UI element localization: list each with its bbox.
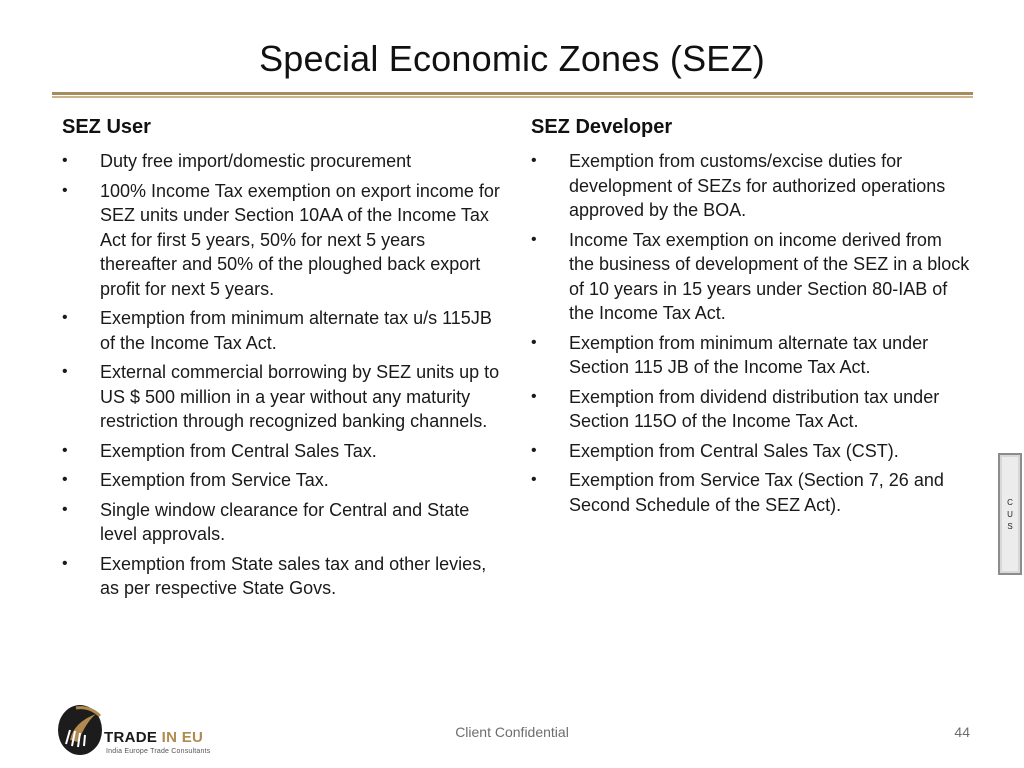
bullet-icon: • bbox=[62, 152, 68, 169]
bullet-item bbox=[62, 179, 502, 302]
sez-user-column bbox=[62, 116, 502, 606]
bullet-icon: • bbox=[531, 441, 537, 459]
bullet-text: Exemption from Service Tax (Section 7, 26 and Second Schedule of the SEZ Act). bbox=[569, 470, 944, 515]
slide-title: Special Economic Zones (SEZ) bbox=[259, 38, 765, 79]
bullet-item bbox=[62, 552, 502, 601]
bullet-icon: • bbox=[62, 181, 68, 199]
bullet-text: Exemption from dividend distribution tax under Section 115O of the Income Tax Act. bbox=[569, 386, 940, 431]
bullet-item bbox=[62, 439, 502, 464]
bullet-text: Exemption from Service Tax. bbox=[100, 470, 329, 490]
bullet-item bbox=[531, 385, 971, 434]
bullet-item bbox=[62, 468, 502, 493]
bullet-item bbox=[531, 468, 971, 517]
side-tab-letter: U bbox=[1007, 510, 1013, 519]
bullet-text: 100% Income Tax exemption on export income for SEZ units under Section 10AA of the Income Tax Act for first 5 years, 50% for next 5 years thereafter and 50% of the ploughed back export profit for next 5 years. bbox=[100, 180, 500, 299]
bullet-text: Exemption from Central Sales Tax. bbox=[100, 440, 377, 461]
bullet-item bbox=[531, 228, 971, 326]
sez-user-heading: SEZ User bbox=[62, 116, 151, 138]
bullet-text: Exemption from minimum alternate tax under Section 115 JB of the Income Tax Act. bbox=[569, 332, 929, 377]
bullet-icon: • bbox=[531, 471, 537, 488]
bullet-text: External commercial borrowing by SEZ units up to US $ 500 million in a year without any maturity restriction through recognized banking channels. bbox=[100, 362, 500, 431]
logo-name-part1: TRADE bbox=[104, 729, 162, 746]
page-number: 44 bbox=[954, 724, 970, 740]
bullet-text: Duty free import/domestic procurement bbox=[100, 151, 412, 171]
bullet-item bbox=[62, 498, 502, 547]
bullet-text: Income Tax exemption on income derived from the business of development of the SEZ in a block of 10 years in 15 years under Section 80-IAB of the Income Tax Act. bbox=[569, 229, 970, 323]
bullet-icon: • bbox=[62, 363, 68, 380]
bullet-icon: • bbox=[531, 230, 537, 248]
logo-name-part2: IN EU bbox=[161, 729, 204, 746]
bullet-item bbox=[62, 306, 502, 355]
title-divider-shadow bbox=[52, 96, 973, 98]
bullet-icon: • bbox=[62, 309, 68, 326]
bullet-item bbox=[62, 360, 502, 434]
bullet-text: Exemption from minimum alternate tax u/s 115JB of the Income Tax Act. bbox=[100, 308, 492, 353]
bullet-icon: • bbox=[62, 500, 68, 518]
side-tab[interactable] bbox=[998, 453, 1022, 575]
bullet-item bbox=[531, 439, 971, 464]
side-tab-letter: C bbox=[1007, 498, 1013, 507]
bullet-icon: • bbox=[62, 471, 68, 488]
bullet-text: Exemption from Central Sales Tax (CST). bbox=[569, 440, 899, 461]
side-tab-letter: S bbox=[1007, 522, 1013, 531]
bullet-text: Exemption from State sales tax and other levies, as per respective State Govs. bbox=[100, 553, 487, 598]
sez-developer-heading: SEZ Developer bbox=[531, 116, 673, 138]
bullet-icon: • bbox=[62, 554, 68, 572]
side-tab-text bbox=[1000, 497, 1020, 533]
sez-developer-column bbox=[531, 116, 971, 522]
bullet-text: Single window clearance for Central and State level approvals. bbox=[100, 499, 470, 544]
bullet-icon: • bbox=[62, 441, 68, 459]
bullet-text: Exemption from customs/excise duties for development of SEZs for authorized operations approved by the BOA. bbox=[569, 151, 946, 220]
bullet-item bbox=[62, 149, 502, 174]
footer-text: Client Confidential bbox=[455, 724, 569, 740]
bullet-icon: • bbox=[531, 152, 537, 169]
bullet-item bbox=[531, 149, 971, 223]
sez-developer-bullet-list bbox=[531, 149, 971, 517]
sez-user-bullet-list bbox=[62, 149, 502, 601]
bullet-item bbox=[531, 331, 971, 380]
bullet-icon: • bbox=[531, 387, 537, 405]
logo-tagline: India Europe Trade Consultants bbox=[106, 748, 211, 755]
title-divider bbox=[52, 92, 973, 95]
bullet-icon: • bbox=[531, 333, 537, 351]
